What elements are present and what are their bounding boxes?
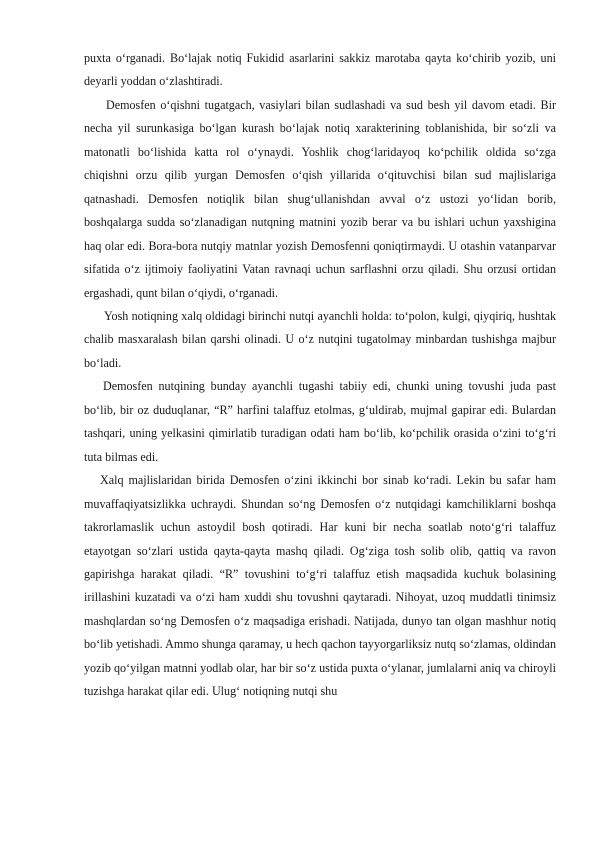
paragraph-lawsuit: Demosfen o‘qishni tugatgach, vasiylari bilan sudlashadi va sud besh yil davom etadi. Bir necha yil surunkasiga bo‘lgan kurash bo‘lajak notiq xarakterining toblanishida, bir so‘zli va matonatli bo‘lishida katta rol o‘ynaydi. Yoshlik chog‘laridayoq ko‘pchilik oldida so‘zga chiqishni orzu qilib yurgan Demosfen o‘qish yillarida o‘qituvchisi bilan sud majlislariga qatnashadi. Demosfen notiqlik bilan shug‘ullanishdan avval o‘z ustozi yo‘lidan borib, boshqalarga sudda so‘zlanadigan nutqning matnini yozib berar va bu ishlari uchun yaxshigina haq olar edi. Bora-bora nutqiy matnlar yozish Demosfenni qoniqtirmaydi. U otashin vatanparvar sifatida o‘z ijtimoiy faoliyatini Vatan ravnaqi uchun sarflashni orzu qiladi. Shu orzusi ortidan ergashadi, qunt bilan o‘qiydi, o‘rganadi. [84,97,556,300]
paragraph-speech-defects: Demosfen nutqining bunday ayanchli tugashi tabiiy edi, chunki uning tovushi juda past bo‘lib, bir oz duduqlanar, “R” harfini talaffuz etolmas, g‘uldirab, mujmal gapirar edi. Bulardan tashqari, uning yelkasini qimirlatib turadigan odati ham bo‘lib, ko‘pchilik orasida o‘zini to‘g‘ri tuta bilmas edi. [84,379,556,464]
paragraph-first-speech: Yosh notiqning xalq oldidagi birinchi nutqi ayanchli holda: to‘polon, kulgi, qiyqiriq, hushtak chalib masxaralash bilan qarshi olinadi. U o‘z nutqini tugatolmay minbardan tushishga majbur bo‘ladi. [84,308,556,370]
paragraph-practice: Xalq majlislaridan birida Demosfen o‘zini ikkinchi bor sinab ko‘radi. Lekin bu safar ham muvaffaqiyatsizlikka uchraydi. Shundan so‘ng Demosfen o‘z nutqidagi kamchiliklarni boshqa takrorlamaslik uchun astoydil bosh qotiradi. Har kuni bir necha soatlab noto‘g‘ri talaffuz etayotgan so‘zlari ustida qayta-qayta mashq qiladi. Og‘ziga tosh solib olib, qattiq va ravon gapirishga harakat qiladi. “R” tovushini to‘g‘ri talaffuz etish maqsadida kuchuk bolasining irillashini kuzatadi va o‘zi ham xuddi shu tovushni qaytaradi. Nihoyat, uzoq muddatli tinimsiz mashqlardan so‘ng Demosfen o‘z maqsadiga erishadi. Natijada, dunyo tan olgan mashhur notiq bo‘lib yetishadi. Ammo shunga qaramay, u hech qachon tayyorgarliksiz nutq so‘zlamas, oldindan yozib qo‘yilgan matnni yodlab olar, har bir so‘z ustida puxta o‘ylanar, jumlalarni aniq va chiroyli tuzishga harakat qilar edi. Ulug‘ notiqning nutqi shu [84,473,556,699]
document-page [84,47,556,704]
paragraph-continuation: puxta o‘rganadi. Bo‘lajak notiq Fukidid asarlarini sakkiz marotaba qayta ko‘chirib yozib, uni deyarli yoddan o‘zlashtiradi. [84,51,556,89]
